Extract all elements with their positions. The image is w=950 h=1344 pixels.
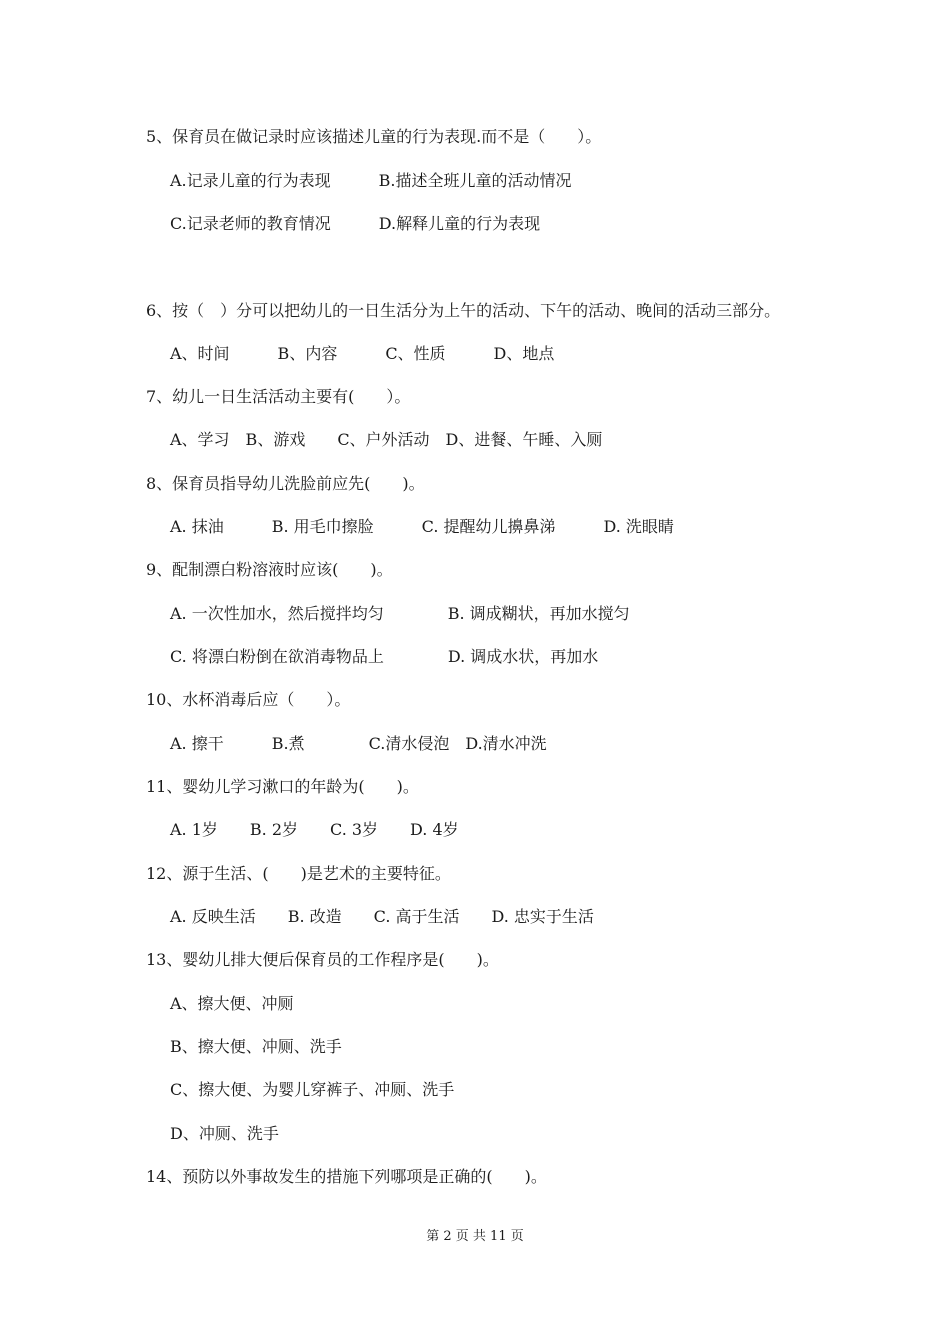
question-8-options-line-1: A. 抹油 B. 用毛巾擦脸 C. 提醒幼儿擤鼻涕 D. 洗眼睛 [170, 517, 674, 536]
question-8-stem: 8、保育员指导幼儿洗脸前应先( )。 [146, 474, 425, 493]
question-10-stem: 10、水杯消毒后应（ ）。 [146, 690, 351, 709]
question-5-stem: 5、保育员在做记录时应该描述儿童的行为表现.而不是（ ）。 [146, 127, 602, 146]
question-10-options-line-1: A. 擦干 B.煮 C.清水侵泡 D.清水冲洗 [170, 734, 547, 753]
question-6-stem: 6、按（ ）分可以把幼儿的一日生活分为上午的活动、下午的活动、晚间的活动三部分。 [146, 301, 781, 320]
question-9-options-line-2: C. 将漂白粉倒在欲消毒物品上 D. 调成水状，再加水 [170, 647, 599, 666]
question-9-stem: 9、配制漂白粉溶液时应该( )。 [146, 560, 393, 579]
question-7-stem: 7、幼儿一日生活活动主要有( ）。 [146, 387, 411, 406]
question-11-stem: 11、婴幼儿学习漱口的年龄为( )。 [146, 777, 419, 796]
page-number-footer: 第 2 页 共 11 页 [426, 1229, 524, 1244]
question-13-option-c: C、擦大便、为婴儿穿裤子、冲厕、洗手 [170, 1080, 455, 1099]
question-5-options-line-2: C.记录老师的教育情况 D.解释儿童的行为表现 [170, 214, 541, 233]
question-12-options-line-1: A. 反映生活 B. 改造 C. 高于生活 D. 忠实于生活 [170, 907, 594, 926]
question-5-options-line-1: A.记录儿童的行为表现 B.描述全班儿童的活动情况 [170, 171, 572, 190]
question-13-option-b: B、擦大便、冲厕、洗手 [170, 1037, 342, 1056]
question-12-stem: 12、源于生活、( )是艺术的主要特征。 [146, 864, 451, 883]
question-11-options-line-1: A. 1岁 B. 2岁 C. 3岁 D. 4岁 [170, 820, 459, 839]
question-13-stem: 13、婴幼儿排大便后保育员的工作程序是( )。 [146, 950, 499, 969]
question-6-options-line-1: A、时间 B、内容 C、性质 D、地点 [170, 344, 555, 363]
question-13-option-d: D、冲厕、洗手 [170, 1124, 279, 1143]
question-9-options-line-1: A. 一次性加水，然后搅拌均匀 B. 调成糊状，再加水搅匀 [170, 604, 630, 623]
question-13-option-a: A、擦大便、冲厕 [170, 994, 294, 1013]
question-7-options-line-1: A、学习 B、游戏 C、户外活动 D、进餐、午睡、入厕 [170, 430, 603, 449]
question-14-stem: 14、预防以外事故发生的措施下列哪项是正确的( )。 [146, 1167, 547, 1186]
